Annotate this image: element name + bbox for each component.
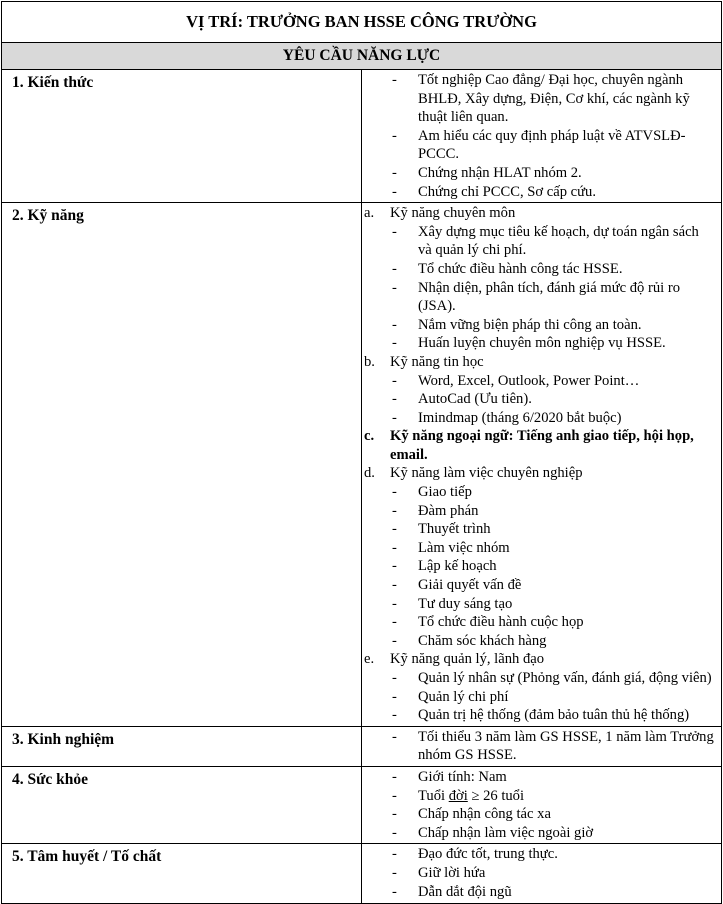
page-title: VỊ TRÍ: TRƯỞNG BAN HSSE CÔNG TRƯỜNG bbox=[2, 2, 722, 43]
list-item: - Chứng nhận HLAT nhóm 2. bbox=[392, 164, 582, 181]
list-item: - Chấp nhận công tác xa bbox=[392, 806, 551, 823]
label-health: 4. Sức khỏe bbox=[2, 766, 362, 843]
label-dedication: 5. Tâm huyết / Tố chất bbox=[2, 844, 362, 904]
list-item: - Thuyết trình bbox=[392, 521, 491, 538]
list-item: - Huấn luyện chuyên môn nghiệp vụ HSSE. bbox=[392, 335, 666, 352]
list-item: - Đạo đức tốt, trung thực. bbox=[392, 846, 558, 863]
list-item: - Chăm sóc khách hàng bbox=[392, 632, 547, 649]
list-item: - Chứng chỉ PCCC, Sơ cấp cứu. bbox=[392, 183, 596, 200]
row-dedication bbox=[2, 844, 722, 904]
list-item: - Giữ lời hứa bbox=[392, 864, 486, 881]
list-item: - Tối thiểu 3 năm làm GS HSSE, 1 năm làm Trưởng nhóm GS HSSE. bbox=[392, 728, 714, 764]
section-heading: YÊU CẦU NĂNG LỰC bbox=[2, 43, 722, 70]
list-item: - AutoCad (Ưu tiên). bbox=[392, 391, 532, 408]
content-health bbox=[362, 766, 722, 843]
competency-table bbox=[1, 1, 722, 904]
list-item: - Quản lý chi phí bbox=[392, 688, 509, 705]
list-item: - Tốt nghiệp Cao đẳng/ Đại học, chuyên ngành BHLĐ, Xây dựng, Điện, Cơ khí, các ngành kỹ thuật liên quan. bbox=[392, 72, 690, 126]
list-item: - Am hiểu các quy định pháp luật về ATVSLĐ- PCCC. bbox=[392, 127, 686, 163]
list-item: - Giới tính: Nam bbox=[392, 768, 507, 785]
list-item: - Nhận diện, phân tích, đánh giá mức độ rủi ro (JSA). bbox=[392, 279, 681, 315]
list-item: - Lập kế hoạch bbox=[392, 558, 497, 575]
list-item: - Nắm vững biện pháp thi công an toàn. bbox=[392, 316, 642, 333]
skill-section-c: c. Kỹ năng ngoại ngữ: Tiếng anh giao tiếp, hội họp, email. bbox=[364, 428, 694, 463]
list-item: - Word, Excel, Outlook, Power Point… bbox=[392, 372, 640, 389]
row-health bbox=[2, 766, 722, 843]
list-item: - Tư duy sáng tạo bbox=[392, 595, 513, 612]
skill-section-b: b. Kỹ năng tin học bbox=[364, 353, 484, 370]
list-item: - Dẫn dắt đội ngũ bbox=[392, 883, 512, 900]
list-item: - Imindmap (tháng 6/2020 bắt buộc) bbox=[392, 409, 622, 426]
label-skills: 2. Kỹ năng bbox=[2, 203, 362, 727]
row-experience bbox=[2, 726, 722, 766]
label-experience: 3. Kinh nghiệm bbox=[2, 726, 362, 766]
row-skills bbox=[2, 203, 722, 727]
list-item: - Tổ chức điều hành cuộc họp bbox=[392, 614, 584, 631]
list-item: - Giao tiếp bbox=[392, 484, 472, 501]
skill-section-a: a. Kỹ năng chuyên môn bbox=[364, 205, 516, 222]
list-item: - Tổ chức điều hành công tác HSSE. bbox=[392, 260, 623, 277]
skill-section-d: d. Kỹ năng làm việc chuyên nghiệp bbox=[364, 465, 583, 482]
list-item: - Quản trị hệ thống (đảm bảo tuân thủ hệ thống) bbox=[392, 707, 690, 724]
skill-section-e: e. Kỹ năng quản lý, lãnh đạo bbox=[364, 651, 545, 668]
list-item: - Giải quyết vấn đề bbox=[392, 577, 522, 594]
content-dedication bbox=[362, 844, 722, 904]
list-item: - Quản lý nhân sự (Phỏng vấn, đánh giá, động viên) bbox=[392, 670, 712, 686]
content-experience bbox=[362, 726, 722, 766]
list-item: - Làm việc nhóm bbox=[392, 539, 510, 556]
list-item: - Đàm phán bbox=[392, 502, 479, 519]
list-item: - Tuổi đời ≥ 26 tuổi bbox=[392, 787, 525, 804]
label-knowledge: 1. Kiến thức bbox=[2, 70, 362, 203]
row-knowledge bbox=[2, 70, 722, 203]
content-knowledge bbox=[362, 70, 722, 203]
list-item: - Chấp nhận làm việc ngoài giờ bbox=[392, 824, 594, 841]
list-item: - Xây dựng mục tiêu kế hoạch, dự toán ngân sách và quản lý chi phí. bbox=[392, 223, 699, 259]
content-skills bbox=[362, 203, 722, 727]
